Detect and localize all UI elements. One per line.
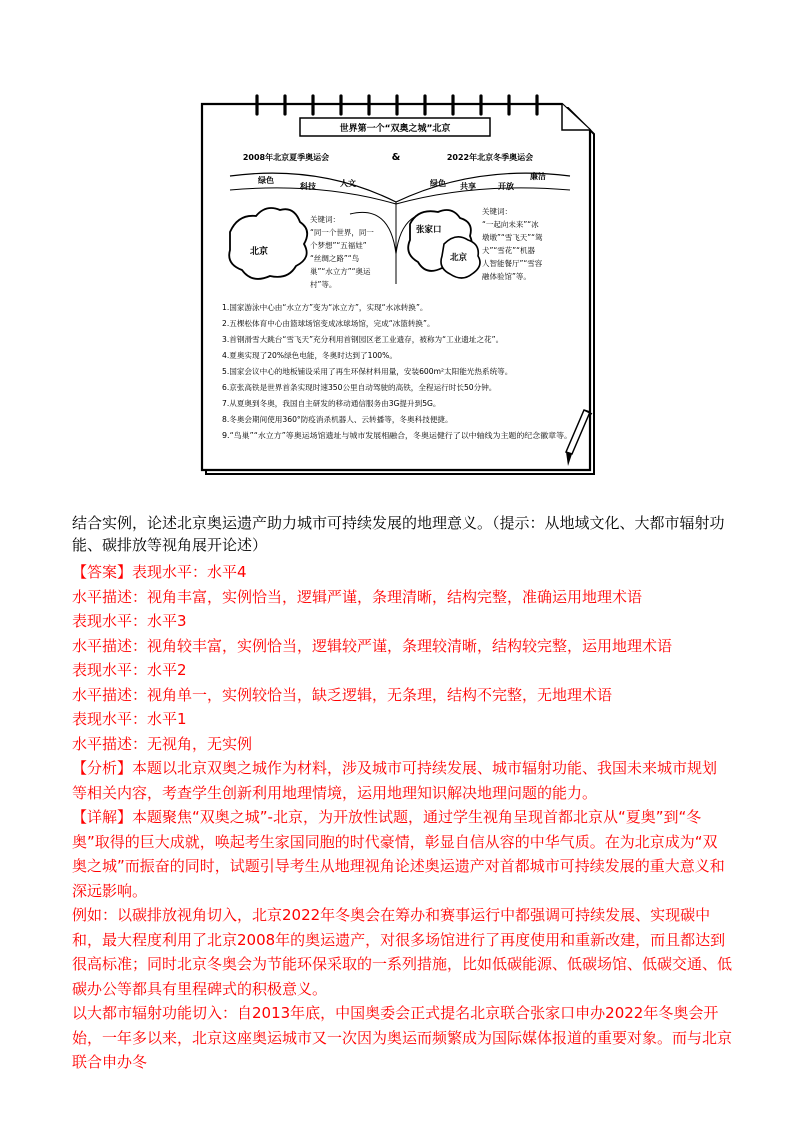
summer-tag-green: 绿色 <box>258 176 274 185</box>
summer-tag-humanity: 人文 <box>340 179 356 188</box>
answer-line: 水平描述：视角单一，实例较恰当，缺乏逻辑，无条理，结构不完整，无地理术语 <box>72 685 613 704</box>
answer-line: 水平描述：无视角，无实例 <box>72 734 253 753</box>
svg-text:“同一个世界，同一: “同一个世界，同一 <box>310 228 374 237</box>
summer-olympics-label: 2008年北京夏季奥运会 <box>242 153 330 162</box>
beijing-map-left <box>229 208 307 279</box>
svg-text:巢”“水立方”“奥运: 巢”“水立方”“奥运 <box>310 267 371 276</box>
example-metropolis: 以大都市辐射功能切入：自2013年底，中国奥委会正式提名北京联合张家口申办2022年冬奥会开始，一年多以来，北京这座奥运城市又一次因为奥运而频繁成为国际媒体报道的重要对象。而与北京联合申办冬 <box>72 1004 733 1071</box>
question-text: 结合实例，论述北京奥运遗产助力城市可持续发展的地理意义。（提示：从地域文化、大都市辐射功能、碳排放等视角展开论述） <box>72 514 725 554</box>
svg-text:犬”“雪花”“机器: 犬”“雪花”“机器 <box>482 246 536 255</box>
svg-text:8.冬奥会期间使用360°防疫消杀机器人、云转播等，冬奥科技: 8.冬奥会期间使用360°防疫消杀机器人、云转播等，冬奥科技便捷。 <box>222 415 453 424</box>
ampersand: & <box>391 152 401 163</box>
analysis-paragraph: 【分析】本题以北京双奥之城作为材料，涉及城市可持续发展、城市辐射功能、我国未来城市规划等相关内容，考查学生创新利用地理情境，运用地理知识解决地理问题的能力。 <box>72 759 718 802</box>
map-right-label-2: 北京 <box>450 253 468 263</box>
svg-text:融体验馆”等。: 融体验馆”等。 <box>482 272 531 281</box>
answer-line: 表现水平：水平2 <box>72 661 187 679</box>
winter-tag-green: 绿色 <box>430 179 446 188</box>
svg-text:9.“鸟巢”“水立方”等奥运场馆遗址与城市发展相融合，冬奥运: 9.“鸟巢”“水立方”等奥运场馆遗址与城市发展相融合，冬奥运健行了以中轴线为主题的纪念徽章等。 <box>222 431 557 440</box>
map-right-label-1: 张家口 <box>416 225 442 235</box>
detail-paragraph: 【详解】本题聚焦“双奥之城”-北京，为开放性试题，通过学生视角呈现首都北京从“夏奥”到“冬奥”取得的巨大成就，唤起考生家国同胞的时代豪情，彰显自信从容的中华气质。在为北京成为“双奥之城”而振奋的同时，试题引导考生从地理视角论述奥运遗产对首都城市可持续发展的重大意义和深远影响。 <box>72 808 725 900</box>
map-left-label: 北京 <box>250 247 269 257</box>
winter-tag-share: 共享 <box>460 182 476 191</box>
svg-text:5.国家会议中心的地板铺设采用了再生环保材料用量，安装600: 5.国家会议中心的地板铺设采用了再生环保材料用量，安装600m²太阳能光热系统等。 <box>222 367 513 376</box>
svg-text:个梦想”“五福娃”: 个梦想”“五福娃” <box>310 241 367 250</box>
answer-line: 表现水平：水平3 <box>72 612 187 630</box>
answer-line: 表现水平：水平1 <box>72 710 187 728</box>
summer-tag-tech: 科技 <box>300 182 316 191</box>
detail-tag: 【详解】 <box>72 808 133 826</box>
svg-text:3.首钢滑雪大跳台“雪飞天”充分利用首钢园区老工业遗存，被称: 3.首钢滑雪大跳台“雪飞天”充分利用首钢园区老工业遗存，被称为“工业遗址之花”。 <box>222 335 504 344</box>
svg-text:关键词：: 关键词： <box>310 215 340 224</box>
svg-text:“一起向未来”“冰: “一起向未来”“冰 <box>482 220 539 229</box>
answer-line: 水平描述：视角丰富，实例恰当，逻辑严谨，条理清晰，结构完整，准确运用地理术语 <box>72 587 643 606</box>
winter-olympics-label: 2022年北京冬季奥运会 <box>446 153 534 162</box>
svg-text:村”等。: 村”等。 <box>310 280 337 289</box>
winter-tag-clean: 廉洁 <box>530 172 546 181</box>
svg-text:关键词：: 关键词： <box>482 207 512 216</box>
figure-title: 世界第一个“双奥之城”北京 <box>339 124 451 134</box>
notebook-illustration <box>200 94 600 478</box>
example-carbon: 例如：以碳排放视角切入，北京2022年冬奥会在筹办和赛事运行中都强调可持续发展、实现碳中和，最大程度利用了北京2008年的奥运遗产，对很多场馆进行了再度使用和重新改建，而且都达到很高标准；同时北京冬奥会为节能环保采取的一系列措施，比如低碳能源、低碳场馆、低碳交通、低碳办公等都具有里程碑式的积极意义。 <box>72 906 733 998</box>
svg-text:墩墩”“雪飞天”“鸳: 墩墩”“雪飞天”“鸳 <box>482 233 543 242</box>
winter-tag-open: 开放 <box>498 182 514 191</box>
svg-text:人智能餐厅”“雪容: 人智能餐厅”“雪容 <box>482 259 543 268</box>
svg-text:2.五棵松体育中心由篮球场馆变成冰球场馆，完成“冰篮转换”。: 2.五棵松体育中心由篮球场馆变成冰球场馆，完成“冰篮转换”。 <box>222 319 435 328</box>
answer-section <box>72 560 732 1075</box>
analysis-tag: 【分析】 <box>72 759 133 777</box>
answer-line: 水平描述：视角较丰富，实例恰当，逻辑较严谨，条理较清晰，结构较完整，运用地理术语 <box>72 636 673 655</box>
answer-tag: 【答案】 <box>72 563 133 581</box>
svg-text:7.从夏奥到冬奥，我国自主研发的移动通信服务由3G提升到5G: 7.从夏奥到冬奥，我国自主研发的移动通信服务由3G提升到5G。 <box>222 399 441 408</box>
svg-text:6.京张高铁是世界首条实现时速350公里自动驾驶的高铁，全程: 6.京张高铁是世界首条实现时速350公里自动驾驶的高铁，全程运行时长50分钟。 <box>222 383 497 392</box>
answer-line: 【答案】表现水平：水平4 <box>72 563 247 581</box>
svg-text:4.夏奥实现了20%绿色电能，冬奥时达到了100%。: 4.夏奥实现了20%绿色电能，冬奥时达到了100%。 <box>222 351 397 360</box>
svg-text:1.国家游泳中心由“水立方”变为“冰立方”，实现“水冰转换”: 1.国家游泳中心由“水立方”变为“冰立方”，实现“水冰转换”。 <box>222 303 428 312</box>
svg-text:“丝绸之路”“鸟: “丝绸之路”“鸟 <box>310 254 360 263</box>
